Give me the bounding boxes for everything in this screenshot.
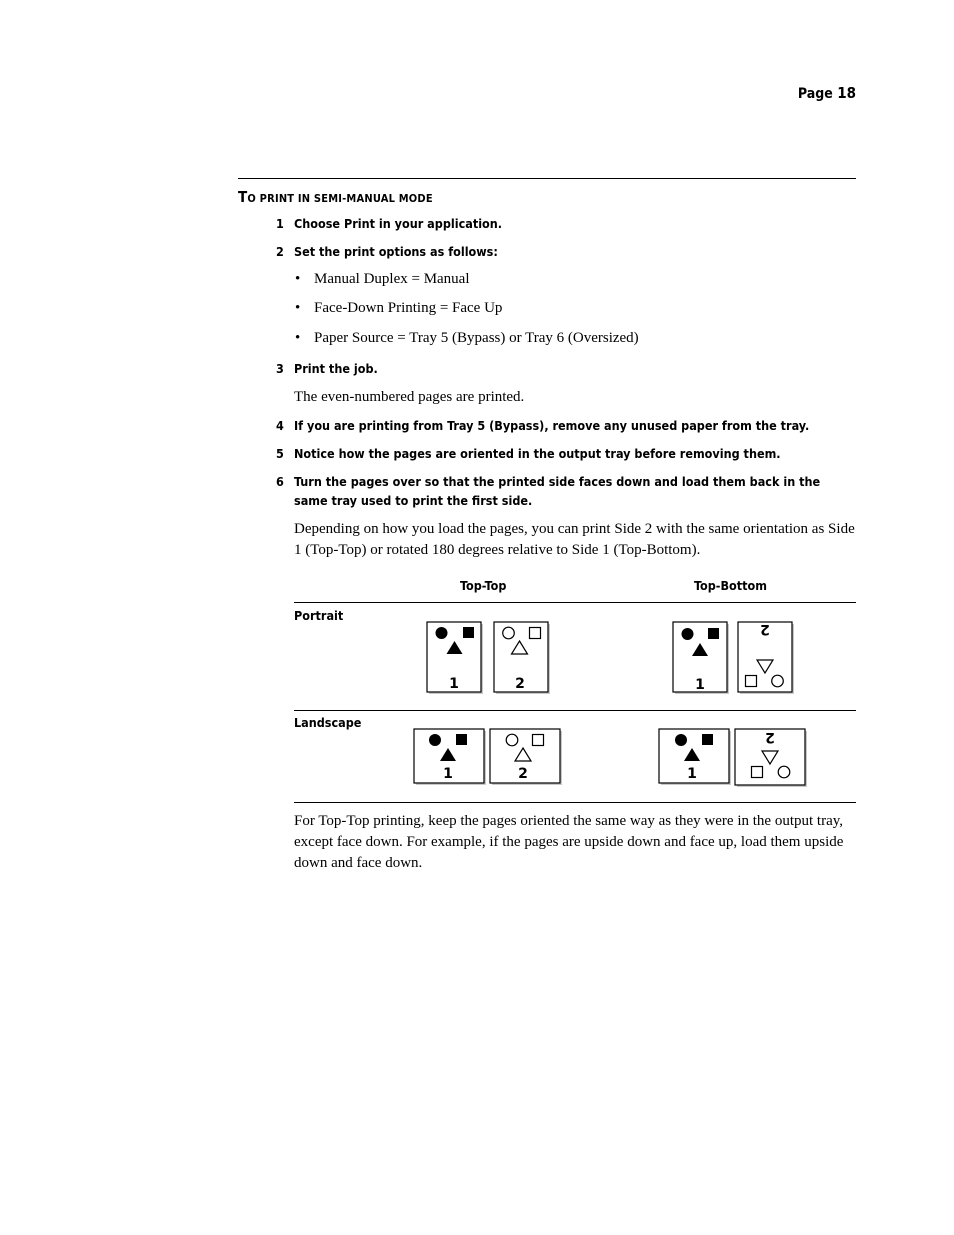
filled-square-icon [456,734,467,745]
column-header-top-bottom: Top-Bottom [694,578,767,593]
page-sheet-side1 [414,729,486,785]
filled-circle-icon [675,734,687,746]
filled-circle-icon [429,734,441,746]
step-number: 5 [276,446,284,461]
step-text: Notice how the pages are oriented in the output tray before removing them. [294,446,781,461]
step-text: If you are printing from Tray 5 (Bypass), remove any unused paper from the tray. [294,418,810,433]
table-rule [294,602,856,603]
step-3-note: The even-numbered pages are printed. [294,389,525,405]
header-rule [238,178,856,179]
filled-circle-icon [682,628,694,640]
column-header-top-top: Top-Top [460,578,507,593]
page-number [798,84,856,102]
step-text: Print the job. [294,361,378,376]
bullet-text: Manual Duplex = Manual [314,271,470,287]
table-rule [294,802,856,803]
procedure-title-lead: T [238,188,248,206]
landscape-top-bottom-diagram [656,726,810,790]
filled-square-icon [708,628,719,639]
row-label-landscape: Landscape [294,715,362,730]
filled-circle-icon [436,627,448,639]
page-label-1: 1 [687,766,697,782]
procedure-title-rest: O PRINT IN SEMI-MANUAL MODE [247,192,433,205]
page-label-2: 2 [515,676,525,692]
step-number: 3 [276,361,284,376]
step-number: 6 [276,474,284,489]
portrait-top-top-diagram [424,619,552,695]
page-label: Page [797,86,833,102]
bullet-text: Paper Source = Tray 5 (Bypass) or Tray 6 (Oversized) [314,330,639,346]
filled-square-icon [702,734,713,745]
bullet-dot: • [295,271,301,287]
table-rule [294,710,856,711]
page-sheet-side2-rotated [738,621,794,694]
page-label-1: 1 [443,766,453,782]
step-number: 1 [276,216,284,231]
page-sheet-side1 [659,729,731,785]
page-label-1: 1 [449,676,459,692]
step-text: Choose Print in your application. [294,216,503,231]
page-label-1: 1 [695,677,705,693]
portrait-top-bottom-diagram [670,619,798,697]
row-label-portrait: Portrait [294,608,344,623]
page-label-2: 2 [518,766,528,782]
bullet-text: Face-Down Printing = Face Up [314,300,503,316]
page-sheet-side1 [427,622,483,694]
bullet-dot: • [295,330,301,346]
bullet-dot: • [295,300,301,316]
page-label-2: 2 [760,621,770,637]
filled-square-icon [463,627,474,638]
closing-paragraph: For Top-Top printing, keep the pages oriented the same way as they were in the output tray, except face down. For example, if the pages are upside down and face up, load them upside down and face down. [294,813,844,871]
page-sheet-side1 [673,622,729,694]
page-sheet-side2-rotated [735,729,807,787]
landscape-top-top-diagram [411,726,565,788]
page-sheet-side2 [490,729,562,785]
step-6-note: Depending on how you load the pages, you can print Side 2 with the same orientation as Side 1 (Top-Top) or rotated 180 degrees relative to Side 1 (Top-Bottom). [294,521,855,558]
page-label-2: 2 [765,729,775,745]
step-number: 4 [276,418,284,433]
procedure-title [238,188,433,206]
step-text: Turn the pages over so that the printed side faces down and load them back in the same tray used to print the first side. [294,474,821,508]
step-text: Set the print options as follows: [294,244,498,259]
page-number-value: 18 [837,84,856,102]
step-number: 2 [276,244,284,259]
page-sheet-side2 [494,622,550,694]
